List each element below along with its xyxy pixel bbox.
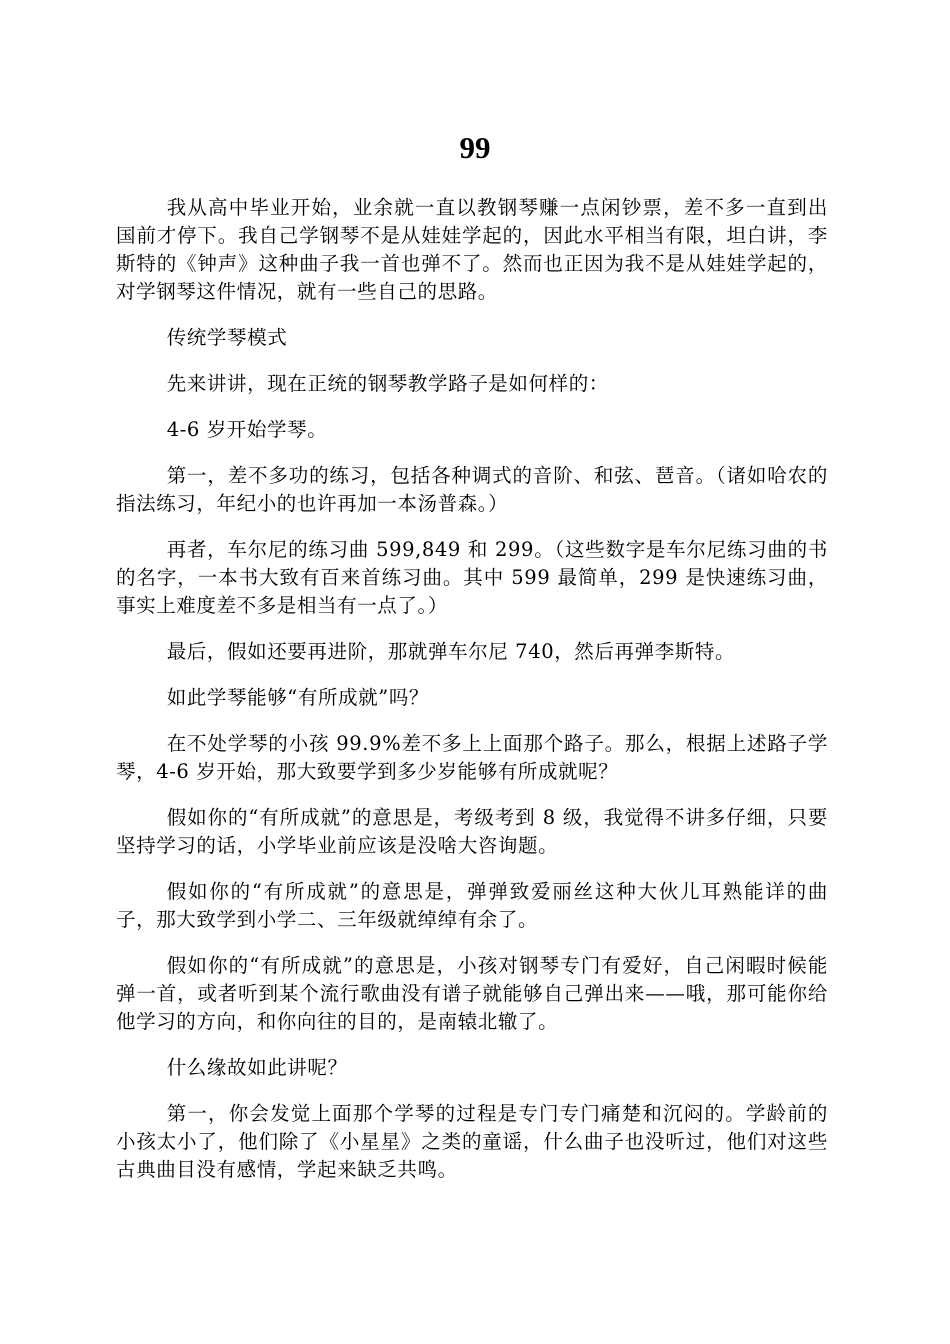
paragraph-question: 如此学琴能够“有所成就”吗？ xyxy=(166,686,430,709)
paragraph-hobby: 假如你的“有所成就”的意思是，小孩对钢琴专门有爱好，自己闲暇时候能弹一首，或者听到某个流行歌曲没有谱子就能够自己弹出来——哦，那可能你给他学习的方向，和你向往的目的，是南辕北辙了。 xyxy=(116,954,828,1033)
document-body xyxy=(116,194,828,1202)
paragraph-step-two: 再者，车尔尼的练习曲 599,849 和 299。（这些数字是车尔尼练习曲的书的名字，一本书大致有百来首练习曲。其中 599 最简单，299 是快速练习曲，事实上难度差不多是相当有一点了。） xyxy=(116,538,828,617)
page-title: 99 xyxy=(459,130,491,165)
paragraph-start-age: 4-6 岁开始学琴。 xyxy=(166,418,328,441)
section-heading-traditional: 传统学琴模式 xyxy=(166,326,288,349)
paragraph-lead-in: 先来讲讲，现在正统的钢琴教学路子是如何样的： xyxy=(166,372,609,395)
paragraph-path: 在不处学琴的小孩 99.9%差不多上上面那个路子。那么，根据上述路子学琴，4-6 岁开始，那大致要学到多少岁能够有所成就呢？ xyxy=(116,732,828,783)
paragraph-reason-one: 第一，你会发觉上面那个学琴的过程是专门专门痛楚和沉闷的。学龄前的小孩太小了，他们除了《小星星》之类的童谣，什么曲子也没听过，他们对这些古典曲目没有感情，学起来缺乏共鸣。 xyxy=(116,1102,828,1181)
paragraph-step-one: 第一，差不多功的练习，包括各种调式的音阶、和弦、琶音。（诸如哈农的指法练习，年纪小的也许再加一本汤普森。） xyxy=(116,464,828,515)
paragraph-why: 什么缘故如此讲呢？ xyxy=(166,1056,348,1079)
paragraph-step-three: 最后，假如还要再进阶，那就弹车尔尼 740，然后再弹李斯特。 xyxy=(166,640,736,663)
paragraph-grade-8: 假如你的“有所成就”的意思是，考级考到 8 级，我觉得不讲多仔细，只要坚持学习的话，小学毕业前应该是没啥大咨询题。 xyxy=(116,806,828,857)
paragraph-fur-elise: 假如你的“有所成就”的意思是，弹弹致爱丽丝这种大伙儿耳熟能详的曲子，那大致学到小学二、三年级就绰绰有余了。 xyxy=(116,880,828,931)
paragraph-intro: 我从高中毕业开始，业余就一直以教钢琴赚一点闲钞票，差不多一直到出国前才停下。我自己学钢琴不是从娃娃学起的，因此水平相当有限，坦白讲，李斯特的《钟声》这种曲子我一首也弹不了。然而也正因为我不是从娃娃学起的，对学钢琴这件情况，就有一些自己的思路。 xyxy=(116,196,828,303)
